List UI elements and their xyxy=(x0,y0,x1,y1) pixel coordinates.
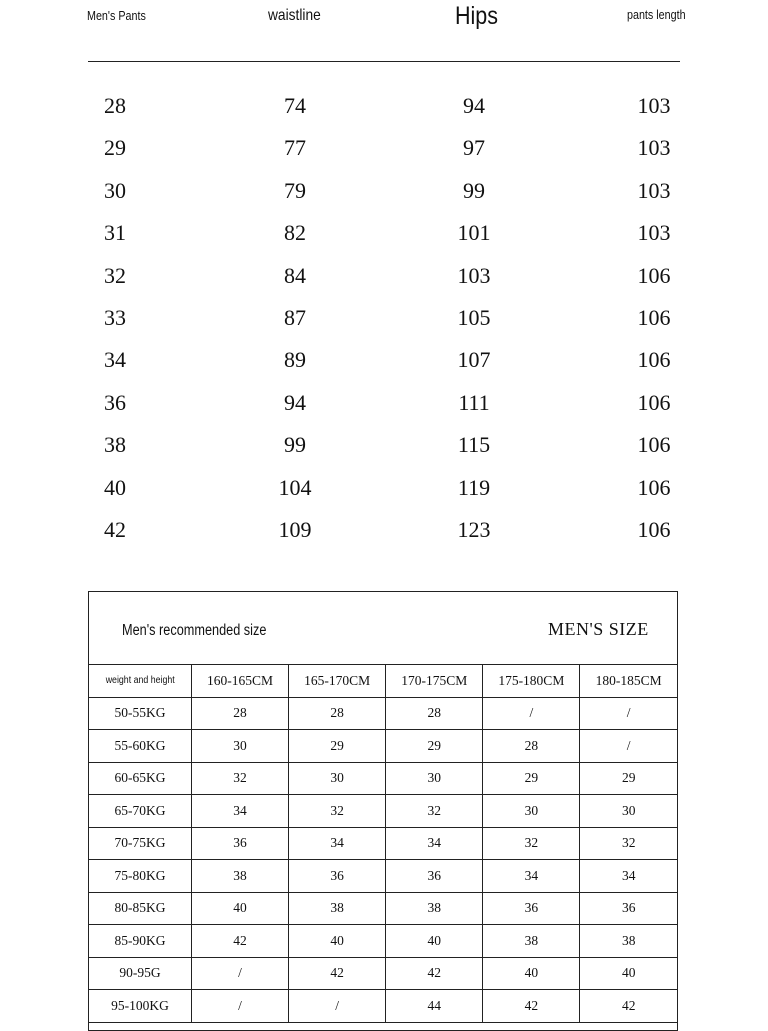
cell-size: 29 xyxy=(104,135,126,161)
recommendation-body xyxy=(89,697,677,1022)
size-cell: 42 xyxy=(386,957,483,990)
size-cell: / xyxy=(192,957,289,990)
weight-cell: 85-90KG xyxy=(89,925,192,958)
size-row xyxy=(0,467,768,509)
cell-size: 40 xyxy=(104,474,126,500)
cell-waistline: 94 xyxy=(284,389,306,415)
recommended-size-header xyxy=(89,592,677,665)
weight-cell: 70-75KG xyxy=(89,827,192,860)
cell-waistline: 82 xyxy=(284,220,306,246)
table-row xyxy=(89,697,677,730)
height-header-cell: 175-180CM xyxy=(483,665,580,697)
size-cell: 40 xyxy=(192,892,289,925)
size-cell: 30 xyxy=(580,795,677,828)
cell-length: 103 xyxy=(637,177,671,203)
size-cell: 29 xyxy=(483,762,580,795)
size-cell: 30 xyxy=(386,762,483,795)
header-hips: Hips xyxy=(455,2,499,30)
size-cell: 34 xyxy=(192,795,289,828)
cell-size: 42 xyxy=(104,516,126,542)
cell-hips: 111 xyxy=(458,389,490,415)
size-row xyxy=(0,509,768,551)
weight-cell: 50-55KG xyxy=(89,697,192,730)
recommended-size-title: Men's recommended size xyxy=(122,622,267,639)
size-cell: 42 xyxy=(289,957,386,990)
size-cell: 34 xyxy=(386,827,483,860)
cell-hips: 107 xyxy=(457,347,491,373)
cell-size: 28 xyxy=(104,93,126,118)
size-cell: 30 xyxy=(289,762,386,795)
cell-waistline: 104 xyxy=(278,474,312,500)
size-cell: 38 xyxy=(192,860,289,893)
size-cell: 32 xyxy=(386,795,483,828)
size-cell: 36 xyxy=(386,860,483,893)
cell-size: 31 xyxy=(104,220,126,246)
size-row xyxy=(0,339,768,381)
table-row xyxy=(89,762,677,795)
size-cell: / xyxy=(580,697,677,730)
cell-size: 36 xyxy=(104,389,126,415)
recommendation-grid xyxy=(89,665,677,1023)
size-cell: 40 xyxy=(483,957,580,990)
table-row xyxy=(89,990,677,1023)
size-row xyxy=(0,297,768,339)
size-cell: 36 xyxy=(483,892,580,925)
cell-waistline: 84 xyxy=(284,262,306,288)
size-cell: 42 xyxy=(192,925,289,958)
cell-waistline: 99 xyxy=(284,432,306,458)
size-cell: 36 xyxy=(580,892,677,925)
table-row xyxy=(89,957,677,990)
cell-length: 106 xyxy=(637,347,671,373)
weight-height-corner-cell xyxy=(89,665,192,697)
weight-cell: 60-65KG xyxy=(89,762,192,795)
height-header-cell: 160-165CM xyxy=(192,665,289,697)
cell-waistline: 77 xyxy=(284,135,306,161)
size-cell: / xyxy=(289,990,386,1023)
cell-waistline: 109 xyxy=(278,516,312,542)
header-waistline: waistline xyxy=(268,7,321,24)
size-row xyxy=(0,170,768,212)
cell-hips: 101 xyxy=(457,220,491,246)
size-cell: 36 xyxy=(289,860,386,893)
size-cell: 32 xyxy=(483,827,580,860)
table-row xyxy=(89,795,677,828)
cell-waistline: 79 xyxy=(284,177,306,203)
size-cell: 29 xyxy=(386,730,483,763)
header-size: Men's Pants xyxy=(87,9,146,23)
cell-hips: 119 xyxy=(457,474,491,500)
size-cell: 29 xyxy=(289,730,386,763)
size-cell: 32 xyxy=(289,795,386,828)
cell-size: 38 xyxy=(104,432,126,458)
cell-hips: 103 xyxy=(457,262,491,288)
size-cell: / xyxy=(483,697,580,730)
cell-hips: 97 xyxy=(463,135,485,161)
cell-size: 32 xyxy=(104,262,126,288)
size-cell: 38 xyxy=(580,925,677,958)
cell-length: 103 xyxy=(637,93,671,118)
size-measurements-table xyxy=(0,85,768,551)
size-cell: 44 xyxy=(386,990,483,1023)
recommended-size-table xyxy=(88,591,678,1031)
cell-length: 106 xyxy=(637,389,671,415)
cell-length: 103 xyxy=(637,135,671,161)
size-cell: 42 xyxy=(483,990,580,1023)
weight-cell: 75-80KG xyxy=(89,860,192,893)
cell-hips: 123 xyxy=(457,516,491,542)
table-row xyxy=(89,925,677,958)
header-pants-length: pants length xyxy=(627,8,686,22)
height-header-cell: 180-185CM xyxy=(580,665,677,697)
size-cell: / xyxy=(192,990,289,1023)
cell-waistline: 74 xyxy=(284,93,306,118)
cell-hips: 105 xyxy=(457,304,491,330)
size-cell: 34 xyxy=(580,860,677,893)
size-cell: 40 xyxy=(289,925,386,958)
height-header-row xyxy=(89,665,677,697)
size-cell: 32 xyxy=(580,827,677,860)
size-cell: 28 xyxy=(289,697,386,730)
cell-waistline: 89 xyxy=(284,347,306,373)
size-cell: 34 xyxy=(289,827,386,860)
size-cell: 28 xyxy=(192,697,289,730)
size-cell: 28 xyxy=(483,730,580,763)
table-row xyxy=(89,892,677,925)
size-cell: 40 xyxy=(580,957,677,990)
cell-length: 106 xyxy=(637,516,671,542)
weight-height-label: weight and height xyxy=(105,675,175,687)
size-cell: 30 xyxy=(192,730,289,763)
weight-cell: 90-95G xyxy=(89,957,192,990)
height-header-cell: 165-170CM xyxy=(289,665,386,697)
cell-hips: 115 xyxy=(457,432,491,458)
table-row xyxy=(89,860,677,893)
cell-size: 30 xyxy=(104,177,126,203)
size-row xyxy=(0,424,768,466)
size-cell: 30 xyxy=(483,795,580,828)
cell-hips: 99 xyxy=(463,177,485,203)
header-divider xyxy=(88,61,680,62)
size-cell: 38 xyxy=(289,892,386,925)
size-cell: 42 xyxy=(580,990,677,1023)
size-cell: 38 xyxy=(386,892,483,925)
cell-length: 103 xyxy=(637,220,671,246)
size-chart-header xyxy=(0,0,768,62)
table-row xyxy=(89,827,677,860)
size-cell: 32 xyxy=(192,762,289,795)
size-cell: 40 xyxy=(386,925,483,958)
weight-cell: 95-100KG xyxy=(89,990,192,1023)
height-header-cell: 170-175CM xyxy=(386,665,483,697)
cell-length: 106 xyxy=(637,432,671,458)
cell-size: 34 xyxy=(104,347,126,373)
size-cell: 28 xyxy=(386,697,483,730)
table-row xyxy=(89,730,677,763)
size-cell: 34 xyxy=(483,860,580,893)
cell-length: 106 xyxy=(637,474,671,500)
size-row xyxy=(0,127,768,169)
cell-waistline: 87 xyxy=(284,304,306,330)
size-row xyxy=(0,212,768,254)
size-row xyxy=(0,85,768,127)
size-row xyxy=(0,255,768,297)
cell-length: 106 xyxy=(637,304,671,330)
size-cell: 38 xyxy=(483,925,580,958)
size-cell: / xyxy=(580,730,677,763)
size-row xyxy=(0,382,768,424)
size-cell: 36 xyxy=(192,827,289,860)
weight-cell: 65-70KG xyxy=(89,795,192,828)
size-cell: 29 xyxy=(580,762,677,795)
cell-size: 33 xyxy=(104,304,126,330)
cell-length: 106 xyxy=(637,262,671,288)
cell-hips: 94 xyxy=(463,93,485,118)
mens-size-brand: MEN'S SIZE xyxy=(548,619,649,639)
weight-cell: 80-85KG xyxy=(89,892,192,925)
weight-cell: 55-60KG xyxy=(89,730,192,763)
